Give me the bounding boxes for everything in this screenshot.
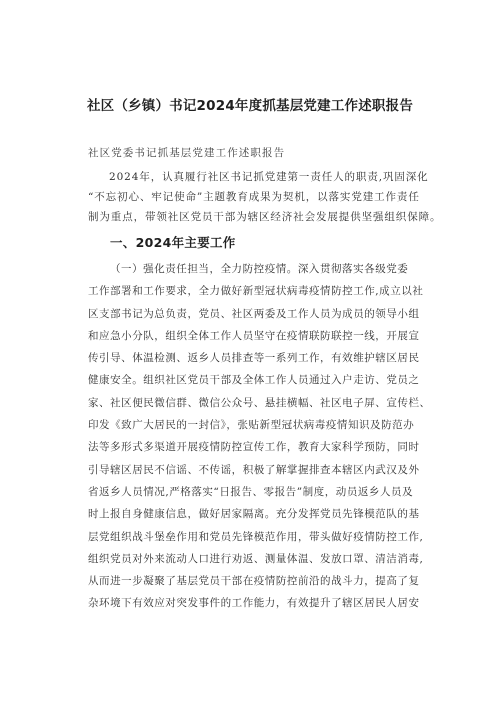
paragraph-line: 从而进一步凝聚了基层党员干部在疫情防控前沿的战斗力，提高了复: [88, 575, 420, 588]
paragraph-line: 健康安全。组织社区党员干部及全体工作人员通过入户走访、党员之: [88, 374, 420, 387]
paragraph-line: 省返乡人员情况,严格落实“日报告、零报告”制度，动员返乡人员及: [88, 485, 414, 498]
paragraph-line: 层党组织战斗堡垒作用和党员先锋模范作用，带头做好疫情防控工作,: [88, 530, 424, 543]
paragraph-line: 区支部书记为总负责，党员、社区两委及工作人员为成员的领导小组: [88, 307, 420, 320]
paragraph-line: “不忘初心、牢记使命”主题教育成果为契机，以落实党建工作责任: [88, 191, 420, 203]
document-title: 社区（乡镇）书记2024年度抓基层党建工作述职报告: [86, 98, 414, 114]
paragraph-line: 法等多形式多渠道开展疫情防控宣传工作，教育大家科学预防，同时: [88, 441, 420, 454]
body-paragraph: [88, 258, 431, 615]
paragraph-line: 2024年，认真履行社区书记抓党建第一责任人的职责,巩固深化: [109, 171, 429, 183]
paragraph-line: 家、社区便民微信群、微信公众号、悬挂横幅、社区电子屏、宣传栏、: [88, 396, 431, 409]
paragraph-line: 印发《致广大居民的一封信》，张贴新型冠状病毒疫情知识及防范办: [88, 419, 415, 432]
paragraph-line: 制为重点，带领社区党员干部为辖区经济社会发展提供坚强组织保障。: [88, 211, 442, 223]
paragraph-line: 工作部署和工作要求，全力做好新型冠状病毒疫情防控工作,成立以社: [88, 285, 424, 298]
paragraph-line: （一）强化责任担当，全力防控疫情。深入贯彻落实各级党委: [110, 263, 409, 275]
section-heading: 一、2024年主要工作: [110, 235, 236, 250]
intro-paragraph: [88, 167, 442, 227]
document-subtitle: 社区党委书记抓基层党建工作述职报告: [88, 147, 286, 159]
paragraph-line: 和应急小分队，组织全体工作人员坚守在疫情联防联控一线，开展宣: [88, 329, 420, 342]
paragraph-line: 组织党员对外来流动人口进行劝返、测量体温、发放口罩、清洁消毒,: [88, 552, 424, 565]
paragraph-line: 传引导、体温检测、返乡人员排查等一系列工作，有效维护辖区居民: [88, 352, 420, 365]
paragraph-line: 杂环境下有效应对突发事件的工作能力，有效提升了辖区居民人居安: [88, 597, 420, 610]
paragraph-line: 时上报自身健康信息，做好居家隔离。充分发挥党员先锋模范队的基: [88, 508, 420, 521]
paragraph-line: 引导辖区居民不信谣、不传谣，积极了解掌握排查本辖区内武汉及外: [88, 463, 420, 476]
